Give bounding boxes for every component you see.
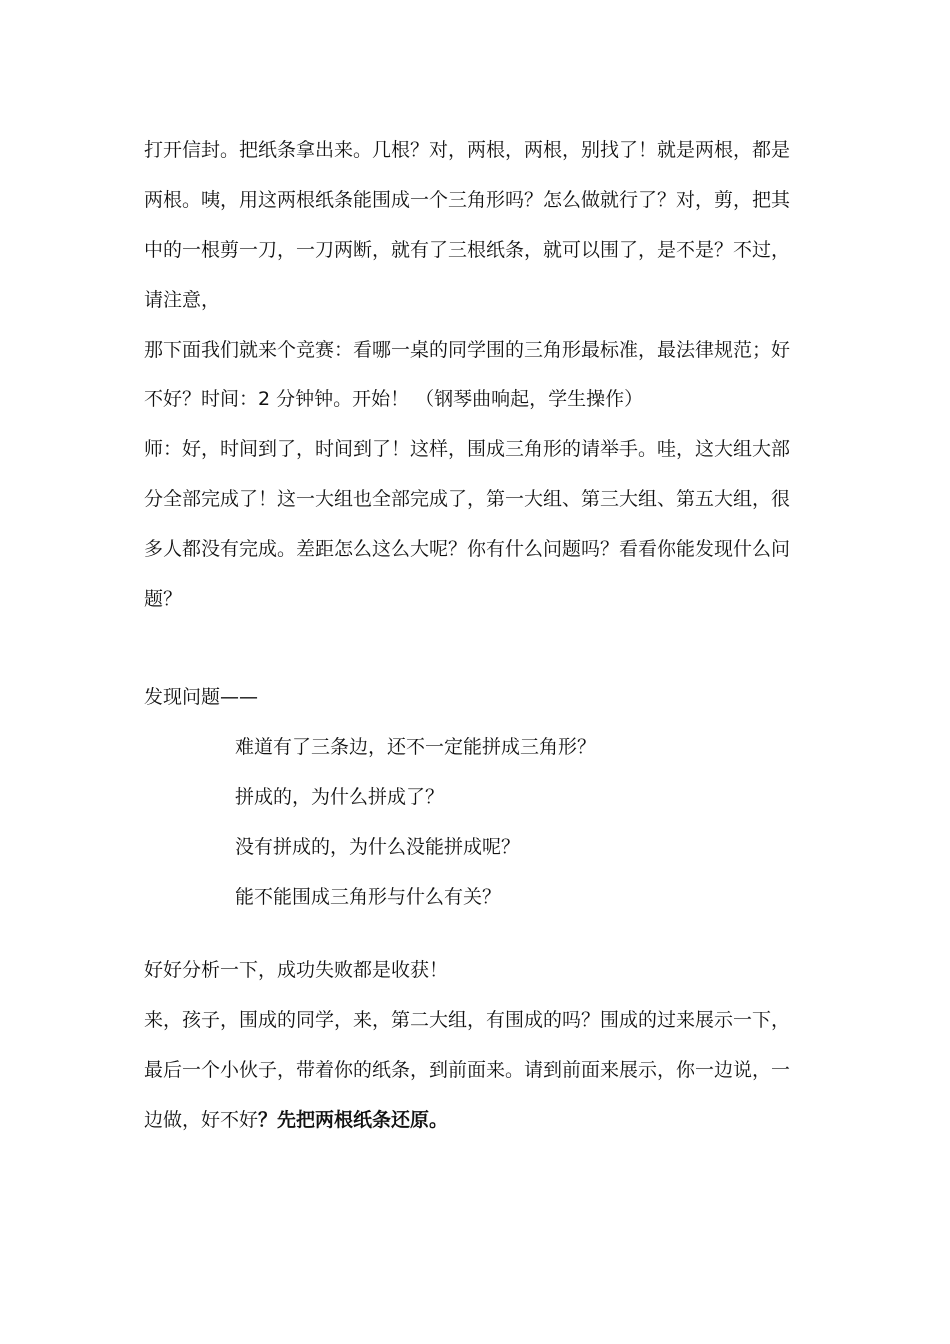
question-item: 没有拼成的，为什么没能拼成呢？ [235, 836, 521, 858]
section-heading: 发现问题—— [144, 686, 259, 708]
paragraph-line: 中的一根剪一刀，一刀两断，就有了三根纸条，就可以围了，是不是？不过， [144, 239, 791, 261]
paragraph-line: 多人都没有完成。差距怎么这么大呢？你有什么问题吗？看看你能发现什么问 [144, 538, 791, 560]
final-line-text: 边做，好不好 [144, 1109, 259, 1131]
question-item: 能不能围成三角形与什么有关？ [235, 886, 502, 908]
final-line-bold-text: ？先把两根纸条还原。 [258, 1109, 449, 1131]
paragraph-line: 最后一个小伙子，带着你的纸条，到前面来。请到前面来展示，你一边说，一 [144, 1059, 791, 1081]
paragraph-line: 两根。咦，用这两根纸条能围成一个三角形吗？怎么做就行了？对，剪，把其 [144, 189, 791, 211]
paragraph-line: 打开信封。把纸条拿出来。几根？对，两根，两根，别找了！就是两根，都是 [144, 139, 791, 161]
paragraph-line: 来，孩子，围成的同学，来，第二大组，有围成的吗？围成的过来展示一下， [144, 1009, 791, 1031]
summary-line: 好好分析一下，成功失败都是收获！ [144, 959, 449, 981]
paragraph-line: 师：好，时间到了，时间到了！这样，围成三角形的请举手。哇，这大组大部 [144, 438, 791, 460]
paragraph-line: 那下面我们就来个竞赛：看哪一桌的同学围的三角形最标准，最法律规范；好 [144, 339, 791, 361]
paragraph-line-final [144, 1108, 448, 1132]
paragraph-line: 不好？时间：2 分钟钟。开始！ （钢琴曲响起，学生操作） [144, 388, 644, 410]
paragraph-line: 请注意， [144, 289, 221, 311]
paragraph-line: 题？ [144, 588, 183, 610]
paragraph-line: 分全部完成了！这一大组也全部完成了，第一大组、第三大组、第五大组，很 [144, 488, 791, 510]
question-item: 难道有了三条边，还不一定能拼成三角形？ [235, 736, 597, 758]
question-item: 拼成的，为什么拼成了？ [235, 786, 445, 808]
